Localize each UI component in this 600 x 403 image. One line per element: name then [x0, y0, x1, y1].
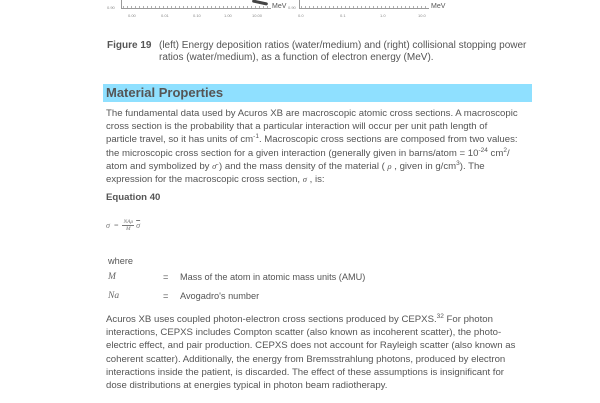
paragraph-cross-sections	[106, 107, 536, 186]
caption-line: (left) Energy deposition ratios (water/medium) and (right) collisional stopping power	[159, 40, 527, 51]
rho-symbol: ρ	[387, 160, 392, 171]
where-label: where	[108, 256, 134, 266]
superscript: 2	[503, 146, 507, 154]
definition-row	[0, 272, 600, 286]
right-chart-x-tick: 1.0	[380, 13, 386, 18]
text-line: dose distributions at energies typical in photon beam radiotherapy.	[106, 380, 388, 392]
equation-fraction	[122, 219, 134, 232]
definition-symbol: M	[108, 272, 116, 282]
equation-label: Equation 40	[106, 192, 161, 203]
text-span: For photon	[443, 314, 493, 325]
superscript: -1	[253, 133, 259, 141]
text-line: interactions, CEPXS includes Compton scatter (also known as incoherent scatter), the photo-	[106, 327, 502, 339]
left-chart-unit: MeV	[272, 3, 287, 10]
text-line	[106, 160, 536, 173]
text-line: interactions inside the patient, is discarded. The effect of these assumptions is insignificant for	[106, 366, 505, 378]
section-header	[103, 84, 532, 102]
left-chart-curve	[252, 0, 268, 6]
text-span: The fundamental data used by Acuros XB are macroscopic atomic cross sections. A macroscopic	[106, 108, 518, 119]
left-chart-x-tick: 0.00	[128, 13, 136, 18]
right-chart-x-tick: 0.0	[298, 13, 304, 18]
text-line: coherent scatter). Additionally, the energy from Bremsstrahlung photons, produced by electron	[106, 353, 506, 365]
definition-equals: =	[163, 291, 169, 301]
right-chart-y-axis	[299, 0, 300, 8]
equation-lhs: σ	[106, 221, 110, 230]
text-line	[106, 107, 536, 120]
equation-40	[106, 219, 140, 232]
left-chart-minor-ticks	[123, 6, 269, 8]
definition-row	[0, 291, 600, 305]
caption-line: ratios (water/medium), as a function of electron energy (MeV).	[159, 52, 434, 63]
right-chart-minor-ticks	[301, 6, 427, 8]
text-span: cm	[487, 147, 504, 159]
right-chart-x-tick: 10.0	[418, 13, 426, 18]
text-span: , given in g/cm	[391, 160, 457, 172]
text-span: the microscopic cross section for a given interaction (generally given in barns/atom = 10	[106, 147, 479, 159]
right-chart-y-label: 0.90	[288, 5, 296, 10]
text-span: particle travel, so it has units of cm	[106, 134, 254, 146]
section-title: Material Properties	[106, 85, 224, 100]
text-span: Acuros XB uses coupled photon-electron cross sections produced by CEPXS.	[106, 314, 437, 325]
left-chart-fragment	[100, 0, 315, 22]
left-chart-x-tick: 0.01	[161, 13, 169, 18]
equation-denominator: M	[126, 226, 131, 232]
right-chart-fragment	[285, 0, 485, 22]
left-chart-y-axis	[121, 0, 122, 8]
sigma-symbol: σ	[302, 174, 307, 185]
equation-numerator: NAρ	[123, 219, 134, 225]
text-span: ) and the mass density of the material (	[216, 160, 388, 172]
equation-equals: =	[113, 221, 119, 230]
sigma-bar-symbol: σ̄	[212, 160, 217, 171]
text-line	[106, 120, 536, 133]
equation-rhs: $\overline{\sigma}$	[136, 221, 141, 230]
definition-equals: =	[163, 272, 169, 282]
reference-superscript: 32	[436, 312, 444, 320]
superscript: 3	[456, 159, 460, 167]
left-chart-x-tick: 0.10	[193, 13, 201, 18]
text-line	[106, 313, 536, 326]
text-line	[106, 133, 536, 146]
text-span: /	[506, 147, 510, 159]
text-line: electric effect, and pair production. CEPXS does not account for Rayleigh scatter (also known as	[106, 340, 516, 352]
right-chart-unit: MeV	[431, 3, 446, 10]
left-chart-x-tick: 10.00	[252, 13, 263, 18]
text-span: atom and symbolized by	[106, 160, 213, 172]
text-span: , is:	[306, 174, 325, 186]
figure-label: Figure 19	[107, 40, 152, 51]
text-span: . Macroscopic cross sections are composed from two values:	[258, 134, 518, 146]
definition-symbol: Na	[108, 291, 120, 301]
definition-description: Avogadro's number	[180, 291, 260, 301]
paragraph-cepxs	[106, 313, 536, 392]
text-span: ). The	[459, 160, 485, 172]
superscript: -24	[478, 146, 488, 154]
definition-description: Mass of the atom in atomic mass units (AMU)	[180, 272, 366, 282]
text-span: cross section is the probability that a particular interaction will occur per unit path length of	[106, 121, 488, 133]
left-chart-x-tick: 1.00	[224, 13, 232, 18]
left-chart-x-axis	[121, 8, 271, 9]
right-chart-x-axis	[299, 8, 429, 9]
right-chart-x-tick: 0.1	[340, 13, 346, 18]
left-chart-y-label: 0.90	[107, 5, 115, 10]
text-line	[106, 147, 536, 160]
text-span: expression for the macroscopic cross section,	[106, 174, 303, 186]
figure-caption-text	[159, 40, 539, 64]
text-line	[106, 173, 536, 186]
